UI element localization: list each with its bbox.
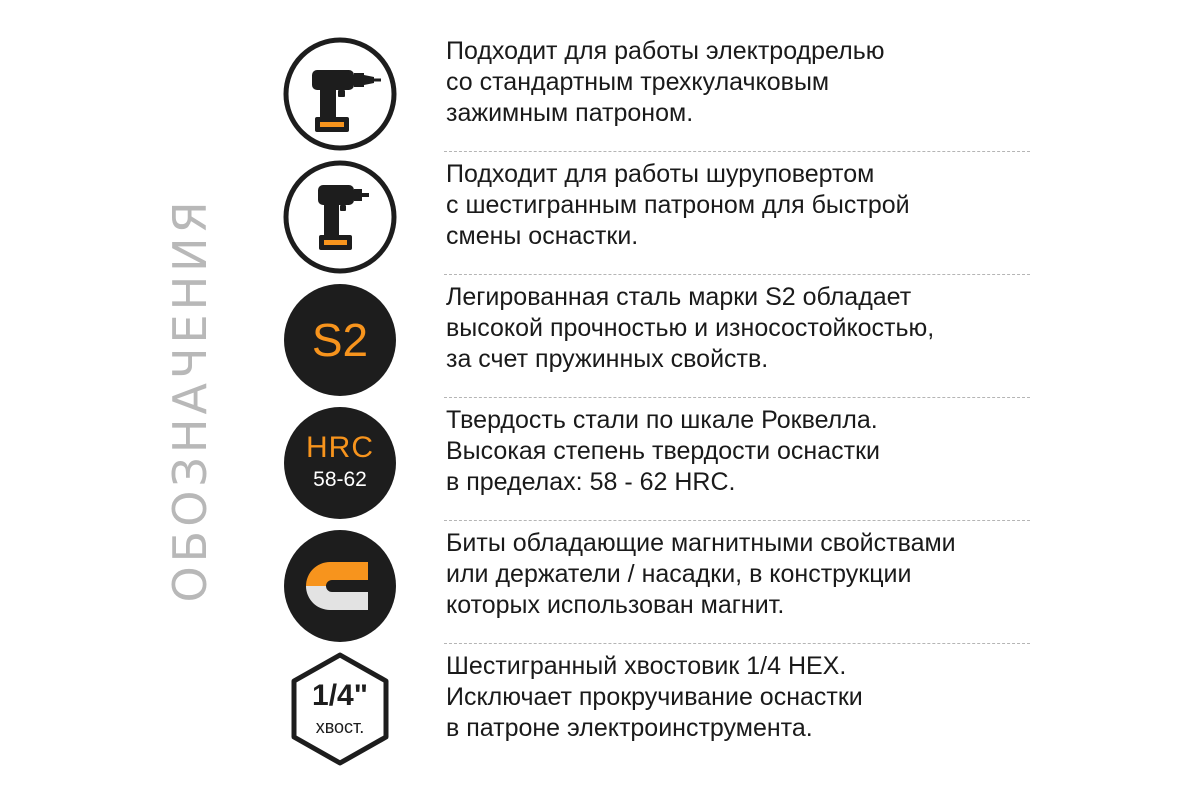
text-line: высокой прочностью и износостойкостью,	[446, 314, 935, 342]
text-line: зажимным патроном.	[446, 99, 694, 127]
badge-label: 1/4"	[312, 679, 368, 712]
text-line: Подходит для работы шуруповертом	[446, 160, 875, 188]
s2-steel-badge	[280, 280, 400, 400]
legend-title: ОБОЗНАЧЕНИЯ	[163, 197, 217, 603]
hex-shank-icon	[280, 649, 400, 769]
legend-item-s2	[280, 280, 1030, 402]
text-line: Исключает прокручивание оснастки	[446, 683, 863, 711]
divider	[444, 520, 1030, 521]
drill-icon	[280, 34, 400, 154]
badge-label: S2	[311, 314, 369, 366]
legend-text	[446, 159, 1036, 252]
text-line: Твердость стали по шкале Роквелла.	[446, 406, 878, 434]
legend-item-drill	[280, 34, 1030, 156]
legend-item-magnet	[280, 526, 1030, 648]
magnet-icon	[280, 526, 400, 646]
text-line: Высокая степень твердости оснастки	[446, 437, 880, 465]
text-line: за счет пружинных свойств.	[446, 345, 769, 373]
text-line: Биты обладающие магнитными свойствами	[446, 529, 956, 557]
text-line: в патроне электроинструмента.	[446, 714, 813, 742]
legend-item-hrc	[280, 403, 1030, 525]
text-line: Шестигранный хвостовик 1/4 HEX.	[446, 652, 847, 680]
legend-text	[446, 405, 1036, 498]
text-line: которых использован магнит.	[446, 591, 785, 619]
legend-item-hex-shank	[280, 649, 1030, 771]
text-line: Подходит для работы электродрелью	[446, 37, 885, 65]
legend-item-driver	[280, 157, 1030, 279]
hrc-badge	[280, 403, 400, 523]
divider	[444, 643, 1030, 644]
divider	[444, 151, 1030, 152]
badge-sublabel: 58-62	[313, 468, 367, 491]
text-line: смены оснастки.	[446, 222, 639, 250]
text-line: Легированная сталь марки S2 обладает	[446, 283, 912, 311]
legend-text	[446, 282, 1036, 375]
impact-driver-icon	[280, 157, 400, 277]
divider	[444, 274, 1030, 275]
divider	[444, 397, 1030, 398]
legend-text	[446, 36, 1036, 129]
text-line: в пределах: 58 - 62 HRC.	[446, 468, 736, 496]
badge-sublabel: хвост.	[315, 717, 365, 737]
text-line: или держатели / насадки, в конструкции	[446, 560, 912, 588]
legend-text	[446, 651, 1036, 744]
text-line: с шестигранным патроном для быстрой	[446, 191, 910, 219]
text-line: со стандартным трехкулачковым	[446, 68, 830, 96]
legend-text	[446, 528, 1036, 621]
badge-label: HRC	[306, 431, 374, 464]
